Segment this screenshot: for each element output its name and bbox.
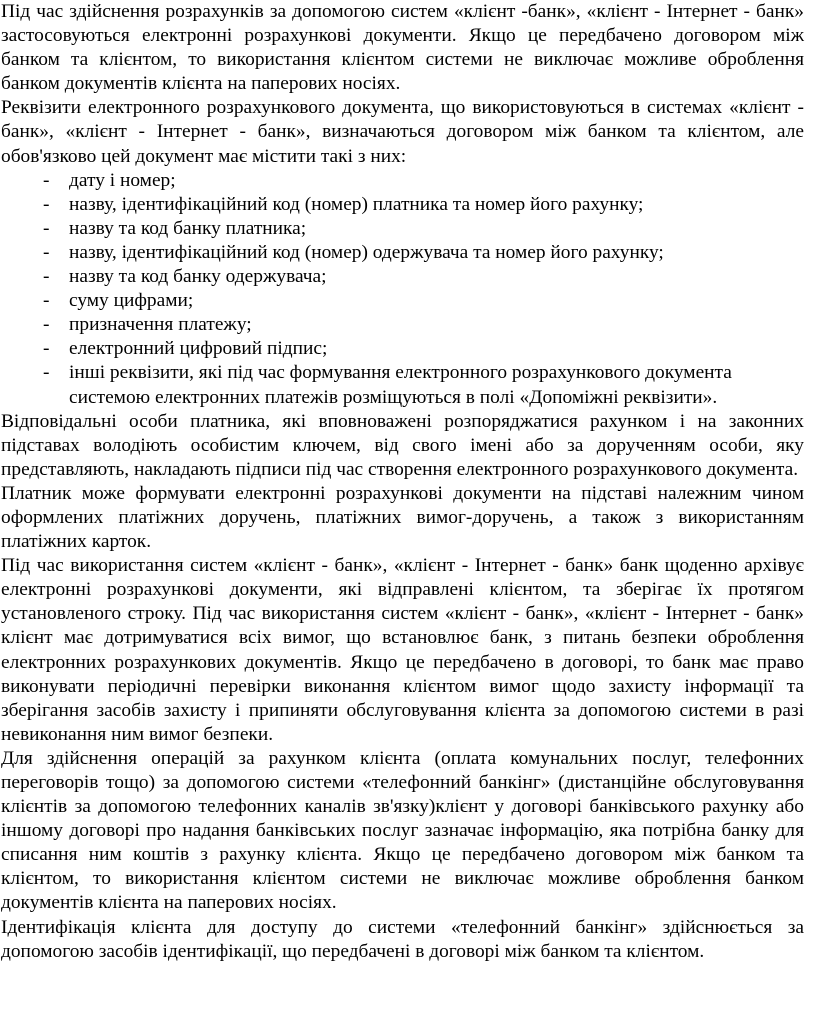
list-item [1,193,804,217]
list-item-text: назву, ідентифікаційний код (номер) платника та номер його рахунку; [69,193,644,215]
list-item [1,265,804,289]
paragraph-requisites-intro: Реквізити електронного розрахункового документа, що використовуються в системах «клієнт - банк», «клієнт - Інтернет - банк», визначаються договором між банком та клієнтом, але обов'язково цей документ має містити такі з них: [1,97,804,167]
paragraph-archiving-security: Під час використання систем «клієнт - банк», «клієнт - Інтернет - банк» банк щоденно архівує електронні розрахункові документи, які відправлені клієнтом, та зберігає їх протягом установленого строку. Під час використання систем «клієнт - банк», «клієнт - Інтернет - банк» клієнт має дотримуватися всіх вимог, що встановлює банк, з питань безпеки оброблення електронних розрахункових документів. Якщо це передбачено в договорі, то банк має право виконувати періодичні перевірки виконання клієнтом вимог щодо захисту інформації та зберігання засобів захисту і припиняти обслуговування клієнта за допомогою системи в разі невиконання ним вимог безпеки. [1,555,804,745]
list-dash: - [43,314,50,336]
paragraph-electronic-documents: Під час здійснення розрахунків за допомогою систем «клієнт -банк», «клієнт - Інтернет - банк» застосовуються електронні розрахункові документи. Якщо це передбачено договором між банком та клієнтом, то використання клієнтом системи не виключає можливе оброблення банком документів клієнта на паперових носіях. [1,1,804,95]
list-dash: - [43,193,50,215]
list-item-text: назву, ідентифікаційний код (номер) одержувача та номер його рахунку; [69,241,664,263]
list-dash: - [43,169,50,191]
paragraph-payer-documents: Платник може формувати електронні розрахункові документи на підставі належним чином оформлених платіжних доручень, платіжних вимог-доручень, а також з використанням платіжних карток. [1,482,804,553]
paragraph-telephone-banking: Для здійснення операцій за рахунком клієнта (оплата комунальних послуг, телефонних переговорів тощо) за допомогою системи «телефонний банкінг» (дистанційне обслуговування клієнтів за допомогою телефонних каналів зв'язку)клієнт у договорі банківського рахунку або іншому договорі про надання банківських послуг зазначає інформацію, яка потрібна банку для списання ним коштів з рахунку клієнта. Якщо це передбачено договором між банком та клієнтом, то використання клієнтом системи не виключає можливе оброблення банком документів клієнта на паперових носіях. [1,747,804,914]
list-item [1,241,804,265]
list-item-text: назву та код банку платника; [69,217,307,239]
list-dash: - [43,266,50,288]
list-dash: - [43,241,50,263]
requisites-list [1,169,804,410]
list-item [1,337,804,361]
list-item [1,217,804,241]
paragraph-responsible-persons: Відповідальні особи платника, які вповноважені розпоряджатися рахунком і на законних підставах володіють особистим ключем, від свого імені або за дорученням особи, яку представляють, накладають підписи під час створення електронного розрахункового документа. [1,410,804,480]
list-item-text: суму цифрами; [69,290,194,312]
list-dash: - [43,362,50,384]
list-item [1,313,804,337]
list-item-text: інші реквізити, які під час формування електронного розрахункового документа системою електронних платежів розміщуються в полі «Допоміжні реквізити». [69,362,732,408]
paragraph-client-identification: Ідентифікація клієнта для доступу до системи «телефонний банкінг» здійснюється за допомогою засобів ідентифікації, що передбачені в договорі між банком та клієнтом. [1,916,804,962]
list-item-text: електронний цифровий підпис; [69,338,328,360]
list-item-text: назву та код банку одержувача; [69,266,327,288]
list-item [1,169,804,193]
list-item [1,289,804,313]
list-item-text: призначення платежу; [69,314,252,336]
list-item-text: дату і номер; [69,169,176,191]
list-dash: - [43,290,50,312]
list-dash: - [43,338,50,360]
list-dash: - [43,217,50,239]
list-item [1,361,804,409]
